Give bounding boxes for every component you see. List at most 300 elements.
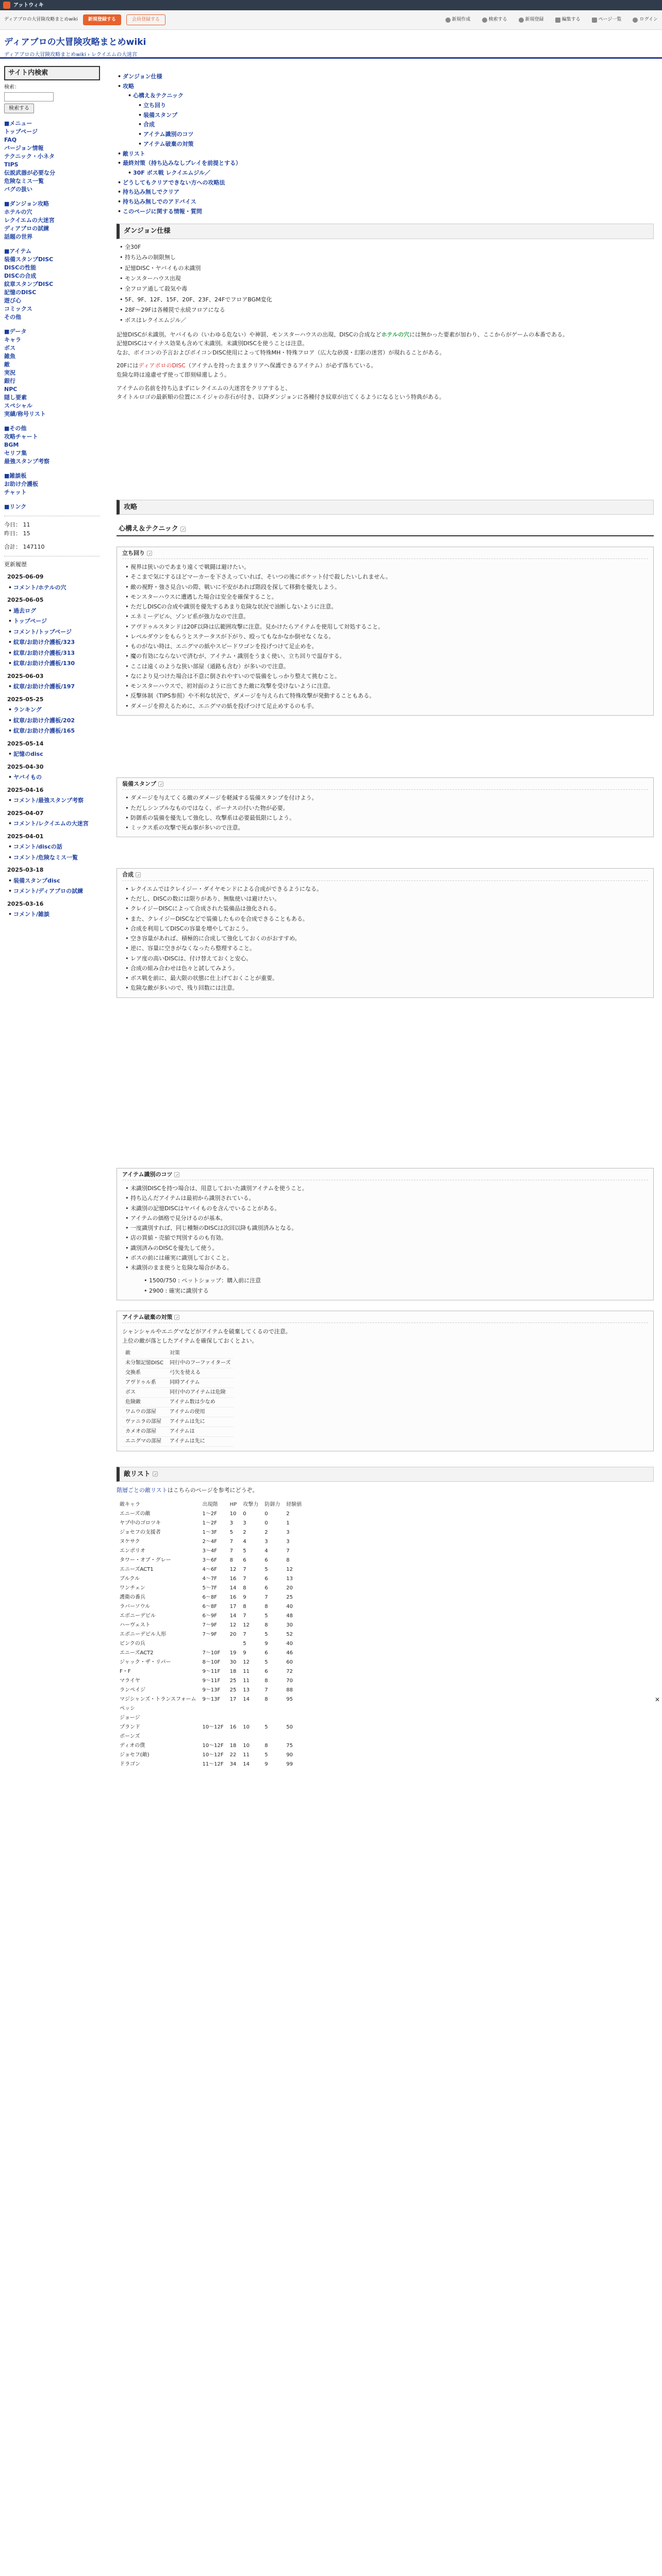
table-cell [261, 1732, 283, 1741]
table-cell: アヴドゥル系 [122, 1378, 167, 1387]
table-cell: 90 [286, 1752, 293, 1758]
table-cell: アイテムは先に [167, 1436, 234, 1446]
edit-icon[interactable] [174, 1172, 179, 1177]
table-row [122, 1397, 234, 1407]
sidebar-item-menu[interactable]: トップページ [4, 128, 38, 135]
section-heading-enemies: 敵リスト [117, 1467, 654, 1482]
list-item: • 全30F [119, 242, 654, 252]
hotel-link[interactable]: ホテルの穴 [381, 331, 409, 338]
table-cell: 5 [264, 1752, 268, 1758]
table-cell: 18 [229, 1742, 237, 1749]
sidebar-item-menu[interactable]: バージョン情報 [4, 144, 44, 151]
update-date: 2025-05-14 [7, 740, 44, 747]
table-cell: 3 [243, 1520, 246, 1526]
update-link[interactable]: • コメント/レクイエムの大迷宮 [4, 820, 100, 828]
table-cell: 12 [286, 1566, 293, 1572]
update-link[interactable]: • コメント/discの話 [4, 843, 100, 852]
plus-icon [445, 18, 451, 23]
box-discard [117, 1311, 654, 1451]
table-cell: ワンチェン [120, 1585, 145, 1591]
breadcrumb-current: レクイエムの大迷宮 [91, 52, 138, 58]
box-equipment [117, 777, 654, 838]
table-cell: 7 [264, 1594, 268, 1600]
update-link[interactable]: • コメント/ディアブロの試練 [4, 887, 100, 896]
synthesis-list [124, 884, 648, 993]
table-cell: 5 [243, 1548, 246, 1554]
table-row [122, 1436, 234, 1446]
table-cell: 9〜11F [202, 1677, 221, 1684]
table-cell: 20 [286, 1585, 293, 1591]
table-row [117, 1760, 305, 1769]
table-cell: 6 [264, 1575, 268, 1582]
toc-link[interactable]: このページに関する情報・質問 [123, 208, 202, 215]
sidebar-item-other[interactable]: 最強スタンプ考察 [4, 457, 49, 465]
toc-item [117, 207, 654, 217]
table-row [117, 1714, 305, 1723]
table-cell: 14 [243, 1696, 250, 1702]
edit-icon[interactable] [136, 872, 141, 877]
box-title-equipment: 装備スタンプ [122, 780, 648, 790]
table-cell [199, 1639, 226, 1649]
update-link[interactable]: • コメント/最強スタンプ考察 [4, 796, 100, 805]
table-cell: 72 [286, 1668, 293, 1674]
list-item: • 記憶DISC・ヤバイもの未識別 [119, 263, 654, 274]
table-cell: 10〜12F [202, 1742, 224, 1749]
counter-yesterday: 15 [23, 530, 30, 537]
update-link[interactable]: • コメント/トップページ [4, 628, 100, 637]
table-cell: 14 [229, 1585, 237, 1591]
table-cell: 0 [243, 1511, 246, 1517]
toc-link[interactable]: 心構え＆テクニック [133, 92, 184, 99]
user-icon [519, 18, 524, 23]
update-date: 2025-04-01 [7, 833, 44, 840]
sidebar-item-dungeon[interactable]: ホテルの穴 [4, 209, 32, 215]
site-header [0, 30, 662, 59]
sidebar-item-data[interactable]: 隠し要素 [4, 394, 27, 401]
toc-link[interactable]: 攻略 [123, 82, 134, 90]
list-item: • 視界は狭いのであまり遠くで戦闘は避けたい。 [124, 562, 648, 572]
table-cell: ハーヴェスト [120, 1622, 151, 1628]
spec-paragraph: 記憶DISCが未識別。ヤバイもの（いわゆる危ない）や神罰、モンスターハウスの出現、DISCの合成などホテルの穴には無かった要素が加わり、ここからがゲームの本番である。 記憶DISCはマイナス効果も含めて未識別。未識別DISCを使うことは注意。 なお、ボイコンの予言およびボイコンDISC使用によって特殊MH・特殊フロア（広大な砂漠・幻影の迷宮）が現れることがある。 [117, 331, 568, 356]
sidebar-item-menu[interactable]: バグの扱い [4, 185, 32, 193]
table-cell: 5 [229, 1529, 234, 1535]
table-row [117, 1537, 305, 1547]
sidebar-item-data[interactable]: 銀行 [4, 377, 15, 384]
list-item: • 28F〜29Fは各種罠で永続フロアになる [119, 305, 654, 315]
list-item: • 危険な敵が多いので、残り回数には注意。 [124, 983, 648, 993]
sidebar-item-menu[interactable]: 伝説武器が必要な分 [4, 169, 55, 176]
table-cell: 34 [229, 1761, 237, 1767]
table-cell: 8 [243, 1603, 246, 1609]
table-cell: 6 [264, 1557, 268, 1563]
table-row [122, 1427, 234, 1436]
list-item: • 未識別のまま使うと危険な場合がある。 [124, 1263, 648, 1273]
table-cell: 16 [229, 1575, 237, 1582]
table-header: 敵 [122, 1349, 167, 1359]
toc-item [137, 120, 654, 130]
list-item: • モンスターハウスで、初対面のように出てきた敵に攻撃を受けないように注意。 [124, 681, 648, 691]
toc-link[interactable]: 最終対策（持ち込みなしプレイを前提とする） [123, 160, 242, 167]
table-cell [227, 1639, 240, 1649]
list-item: • レベルダウンをもらうとステータスが下がり、殴ってもなかなか倒せなくなる。 [124, 632, 648, 641]
table-cell: 5 [264, 1631, 268, 1637]
table-row [117, 1574, 305, 1584]
table-cell: 16 [229, 1594, 237, 1600]
table-cell: 13 [243, 1687, 250, 1693]
sidebar-item-data[interactable]: 雑魚 [4, 353, 15, 360]
table-cell: 9〜11F [202, 1668, 221, 1674]
table-cell: 8 [264, 1677, 268, 1684]
list-item: • 空き容量があれば、積極的に合成して強化しておくのがおすすめ。 [124, 934, 648, 943]
table-cell: 88 [286, 1687, 293, 1693]
table-cell: 17 [229, 1603, 237, 1609]
spec-paragraph-2: 20FにはディアボロのDISC（アイテムを持ったままクリアへ保護できるアイテム）が必ず落ちている。 危険な時は遠慮せず使って即刻帰還しよう。 [117, 362, 377, 378]
table-cell: ジョセフの支援者 [120, 1529, 161, 1535]
sidebar-item-menu[interactable]: 危険なミス一覧 [4, 177, 44, 184]
toc-item [137, 130, 654, 140]
table-cell: 同行中のアイテムは危険 [167, 1387, 234, 1397]
sidebar-item-menu[interactable]: テクニック・小ネタ [4, 152, 55, 160]
table-cell: エボニーデビル人形 [120, 1631, 166, 1637]
table-cell: ドラゴン [120, 1761, 140, 1767]
toc-item [137, 111, 654, 121]
nav-page-list[interactable]: ページ一覧 [592, 16, 622, 24]
sidebar-item-other[interactable]: セリフ集 [4, 450, 27, 456]
table-cell: エニーズの敵 [120, 1511, 151, 1517]
sidebar-item-data[interactable]: 実況 [4, 369, 15, 376]
table-cell: アイテム数は少なめ [167, 1397, 234, 1407]
sidebar-item-data[interactable]: スペシャル [4, 402, 32, 409]
table-cell: 護衛の番兵 [120, 1594, 145, 1600]
table-cell: 4 [243, 1538, 246, 1545]
toc-link[interactable]: 30F ボス戦 レクイエムジル／ [133, 169, 210, 176]
table-cell: 52 [286, 1631, 293, 1637]
list-item: • ミックス系の攻撃で死ぬ事が多いので注意。 [124, 823, 648, 833]
sidebar-search-title: サイト内検索 [4, 66, 100, 80]
sidebar-item-item[interactable]: コミックス [4, 305, 32, 312]
table-cell: 17 [229, 1696, 237, 1702]
update-date: 2025-04-30 [7, 763, 44, 770]
list-item: • アイテムの価格で見分けるのが基本。 [124, 1213, 648, 1223]
update-link[interactable]: • 紋章/お助け介護板/165 [4, 727, 100, 736]
atwiki-logo-icon[interactable] [3, 2, 10, 9]
table-row [117, 1584, 305, 1593]
table-cell: 9〜13F [202, 1696, 221, 1702]
sidebar-item-menu[interactable]: TIPS [4, 161, 19, 168]
table-row [117, 1667, 305, 1676]
table-cell: 弓矢を使える [167, 1368, 234, 1378]
update-link[interactable]: • ヤバイもの [4, 773, 100, 782]
table-cell: 7 [243, 1575, 246, 1582]
table-row [117, 1732, 305, 1741]
sidebar-item-item[interactable]: 装備スタンプDISC [4, 256, 54, 263]
table-cell: 7 [229, 1548, 234, 1554]
table-cell: 6 [243, 1557, 246, 1563]
table-cell [261, 1704, 283, 1714]
other-heading: ■その他 [4, 425, 27, 432]
table-cell: 7 [243, 1613, 246, 1619]
edit-icon[interactable] [153, 1471, 158, 1477]
table-cell: 2 [264, 1529, 268, 1535]
table-cell [227, 1732, 240, 1741]
table-cell: 50 [286, 1724, 293, 1730]
table-row [117, 1565, 305, 1574]
toc-link[interactable]: ダンジョン仕様 [123, 73, 162, 80]
table-cell: ジャック・ザ・リパー [120, 1659, 171, 1665]
sidebar-item-board[interactable]: チャット [4, 489, 27, 496]
breadcrumb [4, 51, 658, 59]
table-cell: ペッシ [120, 1705, 135, 1711]
list-item: • クレイジーDISCによって合成された装備品は強化される。 [124, 904, 648, 913]
sidebar-search-button[interactable]: 検索する [4, 104, 34, 113]
nav-new-page[interactable]: 新規作成 [445, 16, 471, 24]
update-link[interactable]: • 装備スタンプdisc [4, 877, 100, 886]
table-cell: 6〜9F [202, 1613, 217, 1619]
link-heading: ■リンク [4, 503, 27, 511]
toc-link[interactable]: 合成 [143, 121, 155, 128]
table-cell: エニーズACT1 [120, 1566, 154, 1572]
sidebar-item-dungeon[interactable]: レクイエムの大迷宮 [4, 216, 55, 224]
update-link[interactable]: • 記憶のdisc [4, 750, 100, 759]
table-cell: 12 [229, 1566, 237, 1572]
toc-link[interactable]: 立ち回り [143, 102, 166, 109]
dungeon-heading: ■ダンジョン攻略 [4, 200, 49, 207]
sidebar-item-data[interactable]: NPC [4, 385, 18, 393]
nav-register[interactable]: 新規登録 [519, 16, 544, 24]
collapse-arrow-icon[interactable]: ✕ [655, 1696, 660, 1703]
table-cell: 25 [229, 1677, 237, 1684]
table-row [117, 1547, 305, 1556]
brand-text[interactable]: アットウィキ [13, 2, 44, 8]
table-cell: 5 [264, 1659, 268, 1665]
toc-item [117, 72, 654, 82]
table-cell: 8 [264, 1742, 268, 1749]
table-cell: 30 [286, 1622, 293, 1628]
update-date: 2025-06-03 [7, 672, 44, 680]
update-date: 2025-03-16 [7, 900, 44, 907]
table-cell: 11 [243, 1677, 250, 1684]
breadcrumb-separator: › [87, 52, 90, 58]
table-cell: 交換系 [122, 1368, 167, 1378]
toc-link[interactable]: どうしてもクリアできない方への攻略法 [123, 179, 225, 186]
table-cell: ラバーソウル [120, 1603, 151, 1609]
diavolo-disc-link[interactable]: ディアボロのDISC [138, 362, 186, 369]
table-row [117, 1556, 305, 1565]
table-cell: 40 [286, 1640, 293, 1647]
table-cell: エボニーデビル [120, 1613, 156, 1619]
table-row [117, 1510, 305, 1519]
table-cell: ワムウの部屋 [122, 1407, 167, 1417]
edit-icon[interactable] [174, 1315, 179, 1320]
table-cell: マジシャンズ・トランスフォーム [120, 1696, 196, 1702]
list-item: • 逆に、容量に空きがなくなったら整理すること。 [124, 943, 648, 953]
list-item: • 合成の組み合わせは色々と試してみよう。 [124, 963, 648, 973]
table-cell: 10〜12F [202, 1752, 224, 1758]
sidebar-item-dungeon[interactable]: ディアブロの試練 [4, 225, 49, 232]
table-cell: エニグマの部屋 [122, 1436, 167, 1446]
table-cell: 6〜8F [202, 1594, 217, 1600]
sidebar-item-data[interactable]: ボス [4, 345, 15, 352]
list-item: • また、クレイジーDISCなどで装備したものを合成できることもある。 [124, 914, 648, 924]
table-cell: 7 [286, 1548, 290, 1554]
toc-link[interactable]: アイテム識別のコツ [143, 131, 194, 138]
table-cell: 3 [264, 1538, 268, 1545]
table-cell: 8〜10F [202, 1659, 221, 1665]
table-row [122, 1417, 234, 1427]
table-cell: 9 [264, 1640, 268, 1647]
data-heading: ■データ [4, 328, 27, 335]
table-cell: 4 [264, 1548, 268, 1554]
table-row [117, 1639, 305, 1649]
table-cell [199, 1714, 226, 1723]
list-item: • 一度識別すれば、同じ種類のDISCは次回以降も識別済みとなる。 [124, 1223, 648, 1233]
nav-site-title[interactable]: ディアブロの大冒険攻略まとめwiki [4, 16, 78, 22]
table-cell: 46 [286, 1650, 293, 1656]
list-item: • 魔の有効にならないで済むが、アイテム・識別をうまく使い、立ち回りで温存する。 [124, 651, 648, 661]
sidebar-item-data[interactable]: キャラ [4, 336, 21, 344]
table-header: HP [229, 1501, 237, 1507]
toc-link[interactable]: 装備スタンプ [143, 111, 177, 118]
table-cell: マライヤ [120, 1677, 140, 1684]
update-link[interactable]: • コメント/雑談 [4, 910, 100, 919]
table-row [117, 1519, 305, 1528]
update-link[interactable]: • 過去ログ [4, 607, 100, 616]
top-nav [0, 10, 662, 30]
table-cell [199, 1732, 226, 1741]
table-row [117, 1649, 305, 1658]
signup-button[interactable]: 新規登録する [83, 14, 121, 26]
table-cell: 8 [243, 1585, 246, 1591]
table-cell: 2 [286, 1511, 290, 1517]
spec-paragraph-3: アイテムの名前を持ち込まずにレクイエムの大迷宮をクリアすると、 タイトルロゴの最新順の位置にエイジャの赤石が付き、以降ダンジョンに各種付き紋章が出てくるようになるという特典がある。 [117, 384, 445, 401]
menu-heading: ■メニュー [4, 120, 32, 127]
table-cell: カメオの部屋 [122, 1427, 167, 1436]
sidebar-item-item[interactable]: 遊び心 [4, 297, 21, 304]
list-item: • ただしシンプルなものではなく、ボーナスの付いた物が必要。 [124, 803, 648, 813]
table-row [117, 1686, 305, 1695]
member-button[interactable]: 会員登録する [126, 14, 166, 26]
sidebar-item-item[interactable]: 記憶のDISC [4, 289, 37, 296]
toc-item [127, 168, 654, 178]
brand-bar [0, 0, 662, 10]
list-item: • アヴドゥルスタンドは20F以降は広範囲攻撃に注意。見かけたらアイテムを使用して対処すること。 [124, 622, 648, 632]
table-cell: 12 [243, 1659, 250, 1665]
list-item: • 合成を利用してDISCの容量を増やしておこう。 [124, 924, 648, 934]
counter-today: 11 [23, 521, 30, 528]
table-row [117, 1602, 305, 1612]
list-item: • ボスはレクイエムジル／ [119, 315, 654, 326]
toc-item [117, 178, 654, 188]
update-link[interactable]: • 紋章/お助け介護板/313 [4, 649, 100, 658]
table-cell: 3 [286, 1538, 290, 1545]
breadcrumb-home[interactable]: ディアブロの大冒険攻略まとめwiki [4, 52, 86, 58]
table-cell: ボーンズ [120, 1733, 140, 1739]
update-link[interactable]: • ランキング [4, 706, 100, 715]
enemy-note: 階層ごとの敵リストはこちらのページを参考にどうぞ。 [117, 1487, 258, 1494]
site-title-link[interactable]: ディアブロの大冒険攻略まとめwiki [4, 37, 146, 47]
table-cell: 2 [243, 1529, 246, 1535]
table-row [117, 1741, 305, 1751]
list-item: • 店の買値・売値で判別するのも有効。 [124, 1233, 648, 1243]
update-link[interactable]: • コメント/ホテルの穴 [4, 584, 100, 592]
table-cell: 6 [264, 1585, 268, 1591]
table-cell [240, 1704, 261, 1714]
edit-icon[interactable] [180, 527, 186, 532]
nav-edit[interactable]: 編集する [555, 16, 581, 24]
movement-list [124, 562, 648, 711]
sidebar-item-data[interactable]: 実績/称号リスト [4, 410, 46, 417]
table-of-contents [117, 72, 654, 216]
table-cell: 9 [243, 1650, 246, 1656]
sidebar-item-menu[interactable]: FAQ [4, 136, 17, 143]
table-cell: 12 [243, 1622, 250, 1628]
table-cell: ジョセフ(敵) [120, 1752, 150, 1758]
table-header: 防御力 [264, 1501, 280, 1507]
nav-login[interactable]: ログイン [633, 16, 658, 24]
edit-icon[interactable] [147, 551, 152, 556]
table-cell: 4〜7F [202, 1575, 217, 1582]
sidebar-item-other[interactable]: BGM [4, 442, 19, 449]
toc-link[interactable]: アイテム破棄の対策 [143, 140, 194, 147]
table-cell: タワー・オブ・グレー [120, 1557, 171, 1563]
box-title-movement: 立ち回り [122, 549, 648, 560]
recent-updates-list [4, 573, 100, 919]
toc-link[interactable]: 敵リスト [123, 150, 145, 157]
toc-link[interactable]: 持ち込み無しでのアドバイス [123, 198, 196, 205]
floor-enemy-link[interactable]: 階層ごとの敵リスト [117, 1487, 168, 1494]
toc-item [117, 149, 654, 159]
sidebar-item-item[interactable]: DISCの合成 [4, 273, 37, 280]
table-cell: 6〜8F [202, 1603, 217, 1609]
sidebar-item-dungeon[interactable]: 話題の世界 [4, 233, 32, 240]
list-item: • ここは遠くのような狭い部屋（通路も含む）が多いので注意。 [124, 662, 648, 671]
table-header: 敵キャラ [120, 1501, 140, 1507]
sidebar-search-input[interactable] [4, 92, 54, 101]
table-row [117, 1751, 305, 1760]
table-row [122, 1358, 234, 1368]
table-cell: 8 [264, 1603, 268, 1609]
table-row [122, 1378, 234, 1387]
table-row [117, 1528, 305, 1537]
nav-search[interactable]: 検索する [482, 16, 507, 24]
enemy-table [117, 1500, 305, 1769]
table-row [117, 1704, 305, 1714]
table-cell: 8 [286, 1557, 290, 1563]
pencil-icon [555, 18, 560, 23]
update-link[interactable]: • トップページ [4, 617, 100, 626]
update-link[interactable]: • 紋章/お助け介護板/323 [4, 638, 100, 647]
table-cell: 9 [243, 1594, 246, 1600]
sidebar-item-item[interactable]: DISCの性能 [4, 264, 37, 272]
sidebar-item-board[interactable]: お助け介護板 [4, 481, 38, 488]
list-item: • ダメージを与えてくる敵のダメージを軽減する装備スタンプを付けよう。 [124, 793, 648, 803]
update-link[interactable]: • 紋章/お助け介護板/202 [4, 717, 100, 725]
sidebar-item-item[interactable]: その他 [4, 313, 21, 320]
board-heading: ■雑談板 [4, 472, 27, 479]
table-cell [283, 1732, 305, 1741]
update-date: 2025-06-09 [7, 573, 44, 581]
box-title-identify: アイテム識別のコツ [122, 1171, 648, 1181]
toc-link[interactable]: 持ち込み無しでクリア [123, 189, 179, 196]
update-link[interactable]: • 紋章/お助け介護板/197 [4, 683, 100, 691]
sidebar-item-data[interactable]: 敵 [4, 361, 10, 368]
edit-icon[interactable] [158, 782, 163, 787]
sidebar-item-item[interactable]: 紋章スタンプDISC [4, 281, 54, 288]
update-link[interactable]: • 紋章/お助け介護板/130 [4, 659, 100, 668]
list-item: • ただしDISCの合成や識別を優先するあまり危険な状況で油断しないように注意。 [124, 602, 648, 612]
sidebar-item-other[interactable]: 攻略チャート [4, 433, 38, 440]
update-link[interactable]: • コメント/危険なミス一覧 [4, 854, 100, 862]
